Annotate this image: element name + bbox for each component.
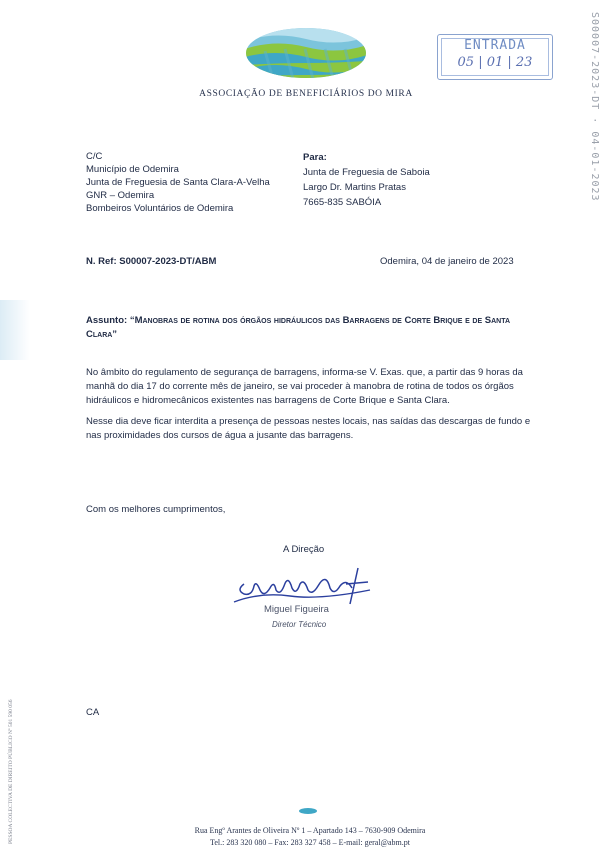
scan-shading — [0, 300, 30, 360]
cc-line: Junta de Freguesia de Santa Clara-A-Velha — [86, 177, 270, 188]
footer-logo-mark — [299, 808, 317, 814]
stamp-title: ENTRADA — [464, 38, 526, 53]
cc-block — [86, 150, 270, 215]
direction-label: A Direção — [283, 544, 325, 555]
to-line: Junta de Freguesia de Saboia — [303, 167, 430, 178]
subject-label: Assunto: — [86, 315, 128, 326]
to-label: Para: — [303, 152, 327, 163]
body-paragraph: No âmbito do regulamento de segurança de barragens, informa-se V. Exas. que, a partir das 9 horas da manhã do dia 17 do corrente mês de janeiro, se vai proceder à manobra de rotina de todos os órgãos hidráulicos e hidromecânicos existentes nas barragens de Corte Brique e Santa Clara. — [86, 367, 523, 406]
to-line: 7665-835 SABÓIA — [303, 197, 382, 208]
signer-name: Miguel Figueira — [264, 604, 329, 615]
legal-side-text: PESSOA COLECTIVA DE DIREITO PÚBLICO Nº 501 590 056 — [8, 699, 14, 844]
initials: CA — [86, 707, 100, 718]
cc-line: Bombeiros Voluntários de Odemira — [86, 203, 234, 214]
organization-name: ASSOCIAÇÃO DE BENEFICIÁRIOS DO MIRA — [199, 89, 413, 99]
letter-body — [86, 366, 534, 451]
cc-label: C/C — [86, 151, 103, 162]
reference-number: N. Ref: S00007-2023-DT/ABM — [86, 256, 217, 267]
closing: Com os melhores cumprimentos, — [86, 504, 226, 515]
cc-line: Município de Odemira — [86, 164, 179, 175]
subject — [86, 314, 534, 342]
letter-date: Odemira, 04 de janeiro de 2023 — [380, 256, 514, 267]
entry-stamp — [437, 34, 553, 80]
footer-contacts: Tel.: 283 320 080 – Fax: 283 327 458 – E-mail: geral@abm.pt — [210, 838, 410, 847]
subject-text: “Manobras de rotina dos órgãos hidráulicos das Barragens de Corte Brique e de Santa Clara” — [86, 315, 511, 340]
handwritten-signature — [230, 560, 380, 610]
stamp-date: 05 | 01 | 23 — [457, 55, 533, 70]
recipient-block — [303, 150, 430, 210]
signer-title: Diretor Técnico — [272, 620, 327, 629]
footer-address: Rua Engº Arantes de Oliveira Nº 1 – Apartado 143 – 7630-909 Odemira — [194, 826, 426, 835]
document-side-code: S00007-2023-DT · 04-01-2023 — [589, 12, 600, 202]
body-paragraph: Nesse dia deve ficar interdita a presença de pessoas nestes locais, nas saídas das descargas de fundo e nas proximidades dos cursos de água a jusante das barragens. — [86, 416, 531, 442]
to-line: Largo Dr. Martins Pratas — [303, 182, 406, 193]
cc-line: GNR – Odemira — [86, 190, 155, 201]
abm-logo — [245, 27, 367, 79]
